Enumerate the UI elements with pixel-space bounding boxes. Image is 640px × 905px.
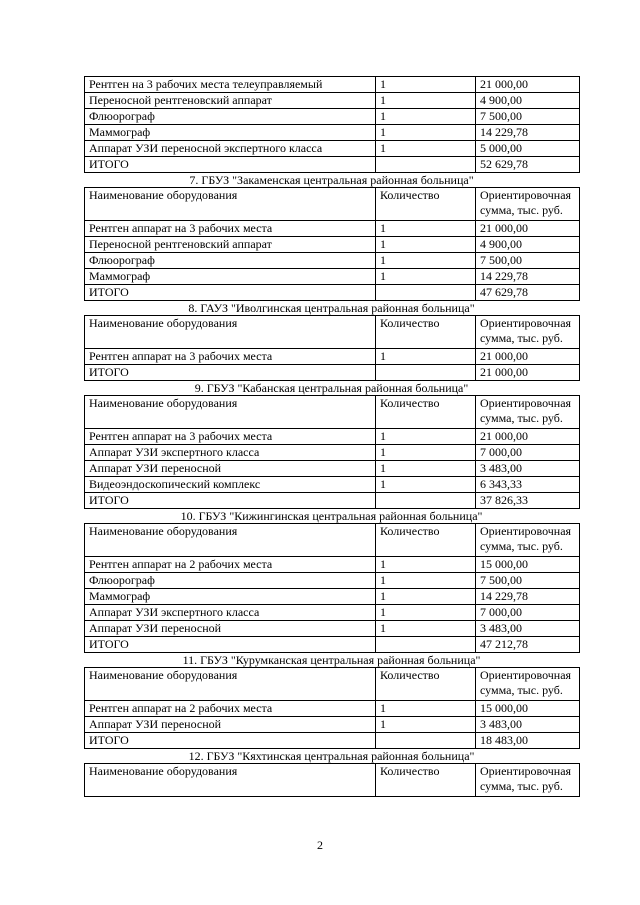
total-quantity-empty <box>376 637 476 653</box>
equipment-quantity: 1 <box>376 125 476 141</box>
equipment-table <box>84 667 580 749</box>
header-quantity: Количество <box>376 764 476 797</box>
section-title: 7. ГБУЗ "Закаменская центральная районная больница" <box>189 173 474 187</box>
header-sum: Ориентировочная сумма, тыс. руб. <box>476 396 580 429</box>
equipment-quantity: 1 <box>376 93 476 109</box>
document-body <box>84 76 579 797</box>
equipment-name: Флюорограф <box>85 253 376 269</box>
equipment-quantity: 1 <box>376 461 476 477</box>
table-header-row <box>85 668 580 701</box>
header-quantity: Количество <box>376 316 476 349</box>
section-title: 8. ГАУЗ "Иволгинская центральная районная больница" <box>188 301 475 315</box>
table-row <box>85 717 580 733</box>
table-row <box>85 621 580 637</box>
section-title: 10. ГБУЗ "Кижингинская центральная районная больница" <box>180 509 483 523</box>
equipment-sum: 7 500,00 <box>476 253 580 269</box>
total-label: ИТОГО <box>85 285 376 301</box>
equipment-sum: 21 000,00 <box>476 429 580 445</box>
equipment-name: Рентген аппарат на 2 рабочих места <box>85 557 376 573</box>
total-sum: 47 629,78 <box>476 285 580 301</box>
equipment-quantity: 1 <box>376 77 476 93</box>
equipment-name: Рентген аппарат на 3 рабочих места <box>85 349 376 365</box>
table-row <box>85 701 580 717</box>
equipment-name: Переносной рентгеновский аппарат <box>85 93 376 109</box>
section-title: 11. ГБУЗ "Курумканская центральная районная больница" <box>182 653 481 667</box>
table-row <box>85 77 580 93</box>
equipment-sum: 3 483,00 <box>476 717 580 733</box>
total-quantity-empty <box>376 157 476 173</box>
total-quantity-empty <box>376 493 476 509</box>
total-row <box>85 365 580 381</box>
total-label: ИТОГО <box>85 493 376 509</box>
table-header-row <box>85 316 580 349</box>
equipment-table <box>84 523 580 653</box>
header-quantity: Количество <box>376 188 476 221</box>
equipment-sum: 5 000,00 <box>476 141 580 157</box>
equipment-quantity: 1 <box>376 109 476 125</box>
equipment-quantity: 1 <box>376 429 476 445</box>
equipment-table <box>84 187 580 301</box>
equipment-sum: 4 900,00 <box>476 237 580 253</box>
table-header-row <box>85 764 580 797</box>
equipment-sum: 15 000,00 <box>476 701 580 717</box>
equipment-sum: 15 000,00 <box>476 557 580 573</box>
equipment-quantity: 1 <box>376 557 476 573</box>
table-row <box>85 461 580 477</box>
equipment-quantity: 1 <box>376 605 476 621</box>
equipment-name: Аппарат УЗИ экспертного класса <box>85 605 376 621</box>
equipment-sum: 14 229,78 <box>476 125 580 141</box>
total-row <box>85 493 580 509</box>
equipment-name: Видеоэндоскопический комплекс <box>85 477 376 493</box>
equipment-quantity: 1 <box>376 621 476 637</box>
total-sum: 47 212,78 <box>476 637 580 653</box>
section-title: 12. ГБУЗ "Кяхтинская центральная районная больница" <box>188 749 475 763</box>
equipment-name: Маммограф <box>85 125 376 141</box>
equipment-table <box>84 315 580 381</box>
total-label: ИТОГО <box>85 157 376 173</box>
table-row <box>85 589 580 605</box>
equipment-table <box>84 395 580 509</box>
total-quantity-empty <box>376 365 476 381</box>
equipment-name: Флюорограф <box>85 109 376 125</box>
equipment-table <box>84 76 580 173</box>
equipment-sum: 3 483,00 <box>476 621 580 637</box>
table-row <box>85 557 580 573</box>
equipment-quantity: 1 <box>376 477 476 493</box>
header-quantity: Количество <box>376 524 476 557</box>
equipment-sum: 7 500,00 <box>476 109 580 125</box>
table-row <box>85 93 580 109</box>
table-row <box>85 477 580 493</box>
table-row <box>85 253 580 269</box>
equipment-name: Аппарат УЗИ переносной <box>85 621 376 637</box>
equipment-quantity: 1 <box>376 141 476 157</box>
table-row <box>85 221 580 237</box>
total-sum: 37 826,33 <box>476 493 580 509</box>
equipment-sum: 21 000,00 <box>476 349 580 365</box>
equipment-sum: 4 900,00 <box>476 93 580 109</box>
equipment-quantity: 1 <box>376 573 476 589</box>
equipment-table <box>84 763 580 797</box>
header-sum: Ориентировочная сумма, тыс. руб. <box>476 764 580 797</box>
total-sum: 52 629,78 <box>476 157 580 173</box>
total-sum: 18 483,00 <box>476 733 580 749</box>
equipment-name: Рентген аппарат на 3 рабочих места <box>85 221 376 237</box>
total-row <box>85 285 580 301</box>
equipment-name: Флюорограф <box>85 573 376 589</box>
total-row <box>85 157 580 173</box>
total-label: ИТОГО <box>85 365 376 381</box>
table-header-row <box>85 396 580 429</box>
total-label: ИТОГО <box>85 637 376 653</box>
table-row <box>85 141 580 157</box>
table-header-row <box>85 188 580 221</box>
equipment-sum: 21 000,00 <box>476 77 580 93</box>
page-number: 2 <box>317 838 323 852</box>
header-name: Наименование оборудования <box>85 396 376 429</box>
header-name: Наименование оборудования <box>85 668 376 701</box>
equipment-name: Аппарат УЗИ экспертного класса <box>85 445 376 461</box>
equipment-sum: 7 500,00 <box>476 573 580 589</box>
equipment-name: Маммограф <box>85 589 376 605</box>
equipment-quantity: 1 <box>376 221 476 237</box>
section-title: 9. ГБУЗ "Кабанская центральная районная больница" <box>194 381 469 395</box>
table-row <box>85 349 580 365</box>
total-sum: 21 000,00 <box>476 365 580 381</box>
equipment-quantity: 1 <box>376 237 476 253</box>
equipment-quantity: 1 <box>376 717 476 733</box>
table-row <box>85 125 580 141</box>
equipment-quantity: 1 <box>376 269 476 285</box>
equipment-quantity: 1 <box>376 701 476 717</box>
header-sum: Ориентировочная сумма, тыс. руб. <box>476 188 580 221</box>
equipment-sum: 14 229,78 <box>476 269 580 285</box>
table-row <box>85 605 580 621</box>
header-quantity: Количество <box>376 396 476 429</box>
equipment-name: Рентген аппарат на 2 рабочих места <box>85 701 376 717</box>
equipment-name: Переносной рентгеновский аппарат <box>85 237 376 253</box>
header-sum: Ориентировочная сумма, тыс. руб. <box>476 524 580 557</box>
total-quantity-empty <box>376 733 476 749</box>
equipment-sum: 7 000,00 <box>476 445 580 461</box>
table-row <box>85 109 580 125</box>
table-row <box>85 237 580 253</box>
table-header-row <box>85 524 580 557</box>
equipment-name: Рентген на 3 рабочих места телеуправляемый <box>85 77 376 93</box>
equipment-quantity: 1 <box>376 349 476 365</box>
header-name: Наименование оборудования <box>85 188 376 221</box>
header-name: Наименование оборудования <box>85 524 376 557</box>
equipment-sum: 21 000,00 <box>476 221 580 237</box>
equipment-sum: 6 343,33 <box>476 477 580 493</box>
equipment-name: Маммограф <box>85 269 376 285</box>
total-quantity-empty <box>376 285 476 301</box>
equipment-name: Рентген аппарат на 3 рабочих места <box>85 429 376 445</box>
equipment-sum: 14 229,78 <box>476 589 580 605</box>
table-row <box>85 429 580 445</box>
equipment-sum: 3 483,00 <box>476 461 580 477</box>
total-row <box>85 733 580 749</box>
equipment-quantity: 1 <box>376 445 476 461</box>
header-sum: Ориентировочная сумма, тыс. руб. <box>476 316 580 349</box>
total-label: ИТОГО <box>85 733 376 749</box>
equipment-name: Аппарат УЗИ переносной <box>85 461 376 477</box>
equipment-name: Аппарат УЗИ переносной <box>85 717 376 733</box>
header-name: Наименование оборудования <box>85 764 376 797</box>
table-row <box>85 269 580 285</box>
table-row <box>85 445 580 461</box>
table-row <box>85 573 580 589</box>
equipment-name: Аппарат УЗИ переносной экспертного класса <box>85 141 376 157</box>
total-row <box>85 637 580 653</box>
equipment-quantity: 1 <box>376 253 476 269</box>
header-sum: Ориентировочная сумма, тыс. руб. <box>476 668 580 701</box>
equipment-quantity: 1 <box>376 589 476 605</box>
equipment-sum: 7 000,00 <box>476 605 580 621</box>
header-name: Наименование оборудования <box>85 316 376 349</box>
header-quantity: Количество <box>376 668 476 701</box>
